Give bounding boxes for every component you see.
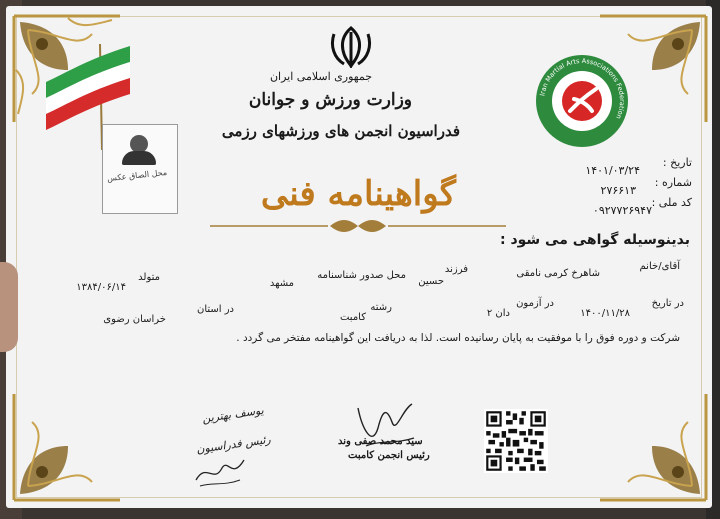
middle-signatory-title: رئیس انجمن کامبت xyxy=(348,450,430,461)
iran-emblem-icon xyxy=(328,24,374,68)
federation-seal-icon xyxy=(534,53,630,149)
middle-signature-icon xyxy=(352,398,422,458)
certificate-paper xyxy=(6,6,712,508)
dan-level: دان ۲ xyxy=(486,308,510,319)
mr-mrs-label: آقای/خانم xyxy=(639,261,680,272)
national-id-value: ۰۹۲۷۷۲۶۹۴۷ xyxy=(592,204,652,217)
issue-place: مشهد xyxy=(269,278,294,289)
father-name: حسین xyxy=(418,276,444,287)
left-signatory-title: رئیس فدراسیون xyxy=(195,432,272,457)
child-of-label: فرزند xyxy=(444,264,468,275)
header-ministry: وزارت ورزش و جوانان xyxy=(248,90,412,110)
province-value: خراسان رضوی xyxy=(103,314,166,325)
intro-text: بدینوسیله گواهی می شود : xyxy=(499,232,690,248)
seal-text xyxy=(566,154,582,155)
left-signature-icon xyxy=(192,450,252,490)
qr-code-icon xyxy=(484,409,548,473)
discipline-label: رشته xyxy=(370,302,392,313)
on-date-label: در تاریخ xyxy=(651,298,684,309)
born-label: متولد xyxy=(138,272,160,283)
certificate-title: گواهینامه فنی xyxy=(260,174,456,214)
exam-date: ۱۴۰۰/۱۱/۲۸ xyxy=(580,308,630,319)
ornament-bottom-left-icon xyxy=(8,386,128,506)
date-label: تاریخ : xyxy=(662,156,692,169)
in-exam-label: در آزمون xyxy=(516,298,554,309)
person-name: شاهرخ کرمی نامقی xyxy=(516,268,600,279)
photo-caption: محل الصاق عکس xyxy=(106,167,168,184)
closing-text: شرکت و دوره فوق را با موفقیت به پایان رسانیده است. لذا به دریافت این گواهینامه مفتخر می گردد . xyxy=(236,332,680,344)
discipline-value: کامبت xyxy=(339,312,366,323)
left-signatory-name: یوسف بهترین xyxy=(201,403,265,426)
birth-date: ۱۳۸۴/۰۶/۱۴ xyxy=(76,282,126,293)
middle-signatory-name: سید محمد صفی وند xyxy=(338,436,423,447)
in-province-label: در استان xyxy=(196,304,234,315)
date-value: ۱۴۰۱/۰۳/۲۴ xyxy=(585,164,640,177)
photo-placeholder xyxy=(102,124,178,214)
ornament-bottom-right-icon xyxy=(592,386,712,506)
title-divider-icon xyxy=(210,218,506,234)
seal-text-en: Iran Martial Arts Associations Federation xyxy=(538,56,627,121)
number-value: ۲۷۶۶۱۳ xyxy=(600,184,636,197)
thumb-finger xyxy=(0,262,18,352)
person-body-icon xyxy=(122,151,156,165)
header-republic: جمهوری اسلامی ایران xyxy=(269,70,372,83)
header-federation: فدراسیون انجمن های ورزشهای رزمی xyxy=(221,122,460,140)
national-id-label: کد ملی : xyxy=(651,196,692,209)
number-label: شماره : xyxy=(654,176,692,189)
issue-place-label: محل صدور شناسنامه xyxy=(317,270,406,281)
